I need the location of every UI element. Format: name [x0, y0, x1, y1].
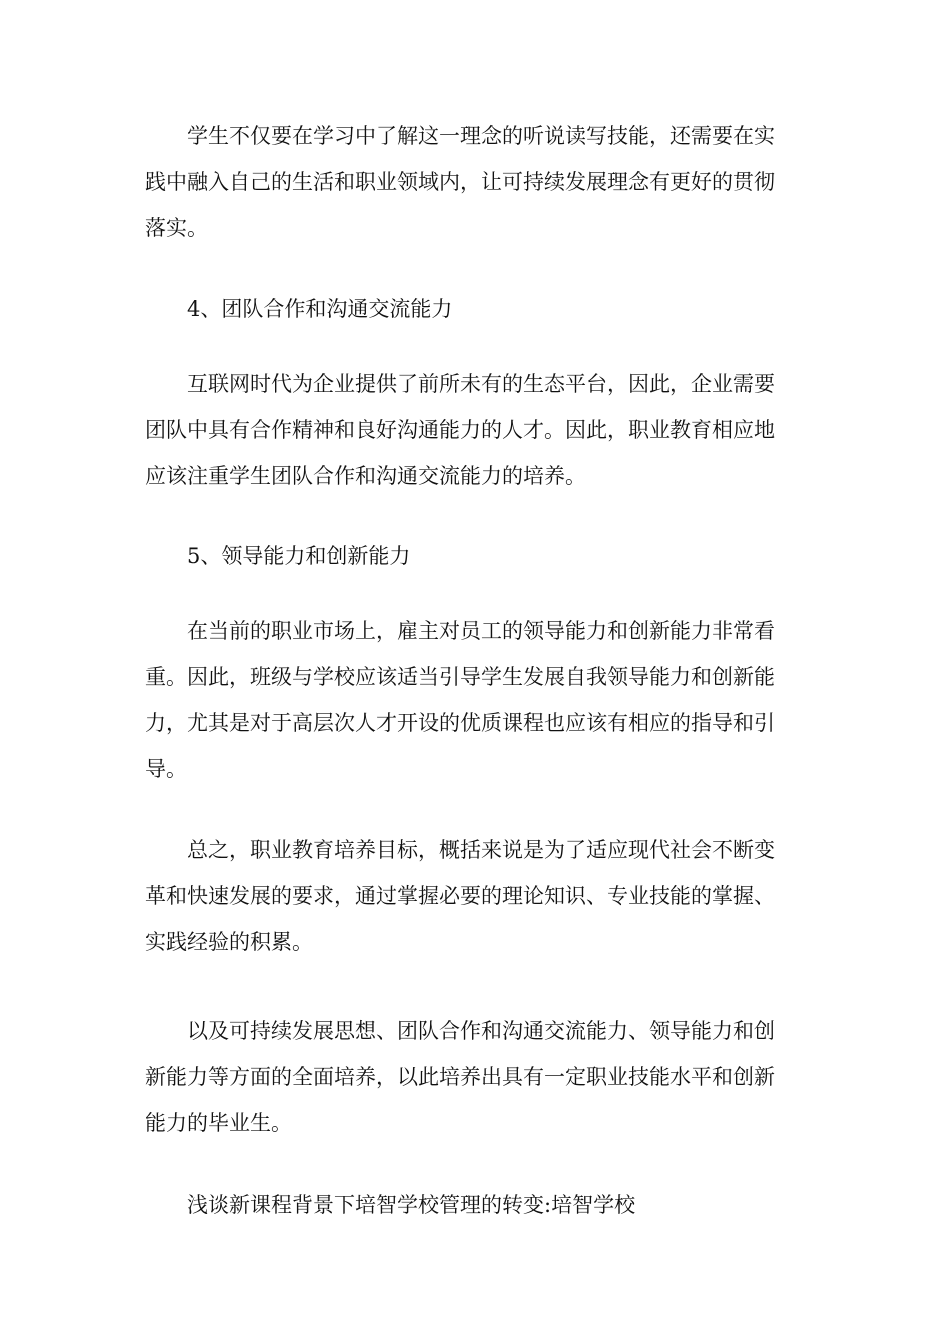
- text-line: 革和快速发展的要求，通过掌握必要的理论知识、专业技能的掌握、: [145, 884, 775, 908]
- text-line: 以及可持续发展思想、团队合作和沟通交流能力、领导能力和创: [187, 1019, 775, 1043]
- text-line: 团队中具有合作精神和良好沟通能力的人才。因此，职业教育相应地: [145, 418, 775, 442]
- text-line: 力，尤其是对于高层次人才开设的优质课程也应该有相应的指导和引: [145, 711, 775, 735]
- text-line: 导。: [145, 757, 187, 781]
- heading-leadership: [145, 533, 810, 579]
- heading-text: 4、团队合作和沟通交流能力: [187, 297, 453, 321]
- paragraph-comprehensive-training: [145, 1008, 810, 1146]
- text-line: 在当前的职业市场上，雇主对员工的领导能力和创新能力非常看: [187, 619, 775, 643]
- text-line: 学生不仅要在学习中了解这一理念的听说读写技能，还需要在实: [187, 124, 775, 148]
- text-line: 实践经验的积累。: [145, 930, 313, 954]
- paragraph-teamwork: [145, 361, 810, 499]
- paragraph-leadership: [145, 608, 810, 792]
- text-line: 新能力等方面的全面培养，以此培养出具有一定职业技能水平和创新: [145, 1065, 775, 1089]
- next-article-title: [145, 1182, 810, 1228]
- text-line: 总之，职业教育培养目标，概括来说是为了适应现代社会不断变: [187, 838, 775, 862]
- paragraph-sustainable-practice: [145, 113, 810, 251]
- text-line: 践中融入自己的生活和职业领域内，让可持续发展理念有更好的贯彻: [145, 170, 775, 194]
- heading-teamwork: [145, 286, 810, 332]
- text-line: 重。因此，班级与学校应该适当引导学生发展自我领导能力和创新能: [145, 665, 775, 689]
- paragraph-summary: [145, 827, 810, 965]
- text-line: 互联网时代为企业提供了前所未有的生态平台，因此，企业需要: [187, 372, 775, 396]
- heading-text: 5、领导能力和创新能力: [187, 544, 411, 568]
- text-line: 落实。: [145, 216, 208, 240]
- text-line: 应该注重学生团队合作和沟通交流能力的培养。: [145, 464, 586, 488]
- title-text: 浅谈新课程背景下培智学校管理的转变:培智学校: [187, 1193, 636, 1217]
- text-line: 能力的毕业生。: [145, 1111, 292, 1135]
